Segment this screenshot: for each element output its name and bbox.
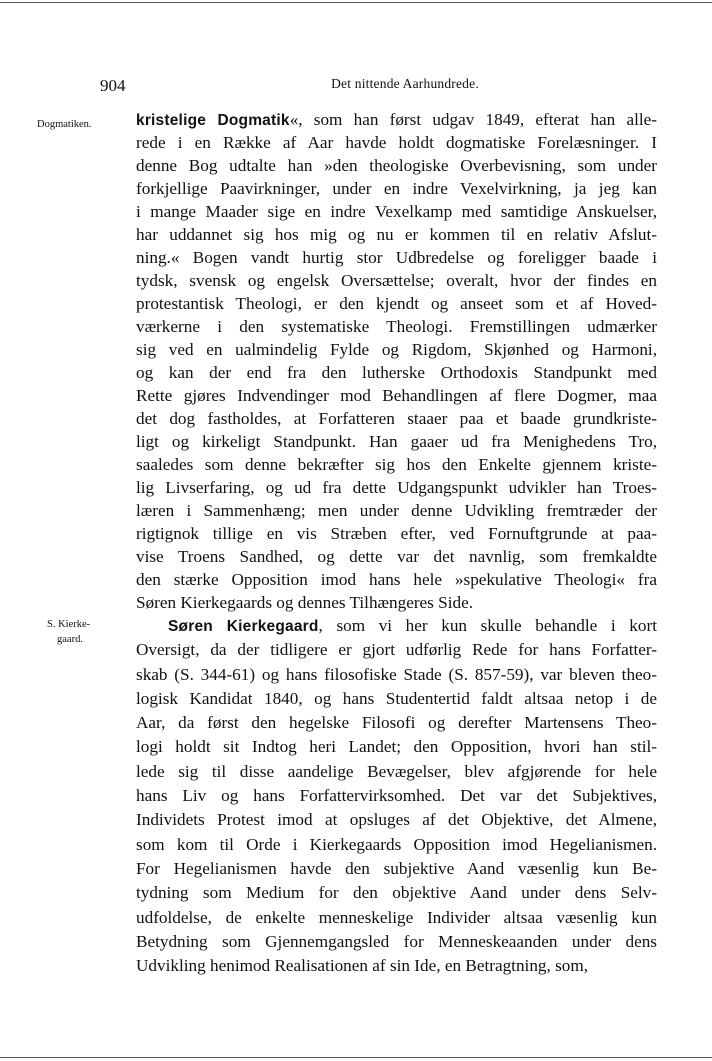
bold-term: kristelige Dogmatik — [136, 112, 290, 129]
text-line: værkerne i den systematiske Theologi. Fremstillingen udmærker — [136, 317, 657, 336]
text-line: tydsk, svensk og engelsk Oversættelse; overalt, hvor der findes en — [136, 271, 657, 290]
text-line: Betydning som Gjennemgangsled for Menneskeaanden under dens — [136, 931, 657, 951]
text-line: den stærke Opposition imod hans hele »spekulative Theologi« fra — [136, 570, 657, 589]
bold-term: Søren Kierkegaard — [168, 618, 319, 635]
text-line: logisk Kandidat 1840, og hans Studentertid faldt altsaa netop i de — [136, 688, 657, 708]
margin-note-kierkegaard-line1: S. Kierke- — [47, 619, 91, 630]
page-number: 904 — [100, 76, 126, 95]
text-line: Aar, da først den hegelske Filosofi og derefter Martensens Theo- — [136, 713, 657, 733]
text-line: læren i Sammenhæng; men under denne Udvikling fremtræder der — [136, 501, 657, 520]
paragraph-kierkegaard — [136, 614, 657, 978]
text-line: denne Bog udtalte han »den theologiske Overbevisning, som under — [136, 156, 657, 175]
margin-note-dogmatiken: Dogmatiken. — [37, 119, 92, 130]
text-line: logi holdt sit Indtog heri Landet; den Opposition, hvori han stil- — [136, 737, 657, 757]
text-line: Rette gjøres Indvendinger mod Behandlingen af flere Dogmer, maa — [136, 386, 657, 405]
paragraph-first-line — [136, 108, 657, 131]
text-line: og kan der end fra den lutherske Orthodoxis Standpunkt med — [136, 363, 657, 382]
text-line: Søren Kierkegaards og dennes Tilhængeres Side. — [136, 593, 474, 612]
text-line: Oversigt, da der tidligere er gjort udførlig Rede for hans Forfatter- — [136, 640, 657, 660]
text-line: rede i en Række af Aar havde holdt dogmatiske Forelæsninger. I — [136, 133, 657, 152]
text-line: i mange Maader sige en indre Vexelkamp med samtidige Anskuelser, — [136, 202, 657, 221]
text-line: forkjellige Paavirkninger, under en indre Vexelvirkning, ja jeg kan — [136, 179, 657, 198]
margin-note-kierkegaard-line2: gaard. — [57, 634, 83, 645]
text-line: Individets Protest imod at opsluges af det Objektive, det Almene, — [136, 810, 657, 830]
text-line: hans Liv og hans Forfattervirksomhed. Det var det Subjektives, — [136, 786, 657, 806]
text-line: ligt og kirkeligt Standpunkt. Han gaaer ud fra Menighedens Tro, — [136, 432, 657, 451]
text-line: sig ved en ualmindelig Fylde og Rigdom, Skjønhed og Harmoni, — [136, 340, 657, 359]
text-line: det dog fastholdes, at Forfatteren staaer paa et baade grundkriste- — [136, 409, 657, 428]
text-line: protestantisk Theologi, er den kjendt og anseet som et af Hoved- — [136, 294, 657, 313]
bottom-scan-edge-rule — [0, 1057, 712, 1058]
line-text: , som vi her kun skulle behandle i kort — [318, 616, 657, 635]
text-line: lede sig til disse aandelige Bevægelser, blev afgjørende for hele — [136, 761, 657, 781]
paragraph-first-line — [136, 614, 657, 638]
running-title: Det nittende Aarhundrede. — [331, 76, 479, 91]
text-line: ning.« Bogen vandt hurtig stor Udbredelse og foreligger baade i — [136, 248, 657, 267]
text-line: skab (S. 344-61) og hans filosofiske Stade (S. 857-59), var bleven theo- — [136, 664, 657, 684]
text-line: udfoldelse, de enkelte menneskelige Individer altsaa væsenlig kun — [136, 907, 657, 927]
text-line: saaledes som denne bekræfter sig hos den Enkelte gjennem kriste- — [136, 455, 657, 474]
paragraph-dogmatik — [136, 108, 657, 614]
top-scan-edge-rule — [0, 2, 712, 3]
text-line: har uddannet sig hos mig og nu er kommen til en relativ Afslut- — [136, 225, 657, 244]
text-line: som kom til Orde i Kierkegaards Opposition imod Hegelianismen. — [136, 834, 657, 854]
text-line: rigtignok tillige en vis Stræben efter, ved Fornuftgrunde at paa- — [136, 524, 657, 543]
text-line: For Hegelianismen havde den subjektive Aand væsenlig kun Be- — [136, 858, 657, 878]
text-line: lig Livserfaring, og ud fra dette Udgangspunkt udvikler han Troes- — [136, 478, 657, 497]
text-line: Udvikling henimod Realisationen af sin Ide, en Betragtning, som, — [136, 956, 589, 976]
text-line: vise Troens Sandhed, og dette var det navnlig, som fremkaldte — [136, 547, 657, 566]
text-line: tydning som Medium for den objektive Aand under dens Selv- — [136, 883, 657, 903]
line-text: «, som han først udgav 1849, efterat han alle- — [289, 110, 657, 129]
